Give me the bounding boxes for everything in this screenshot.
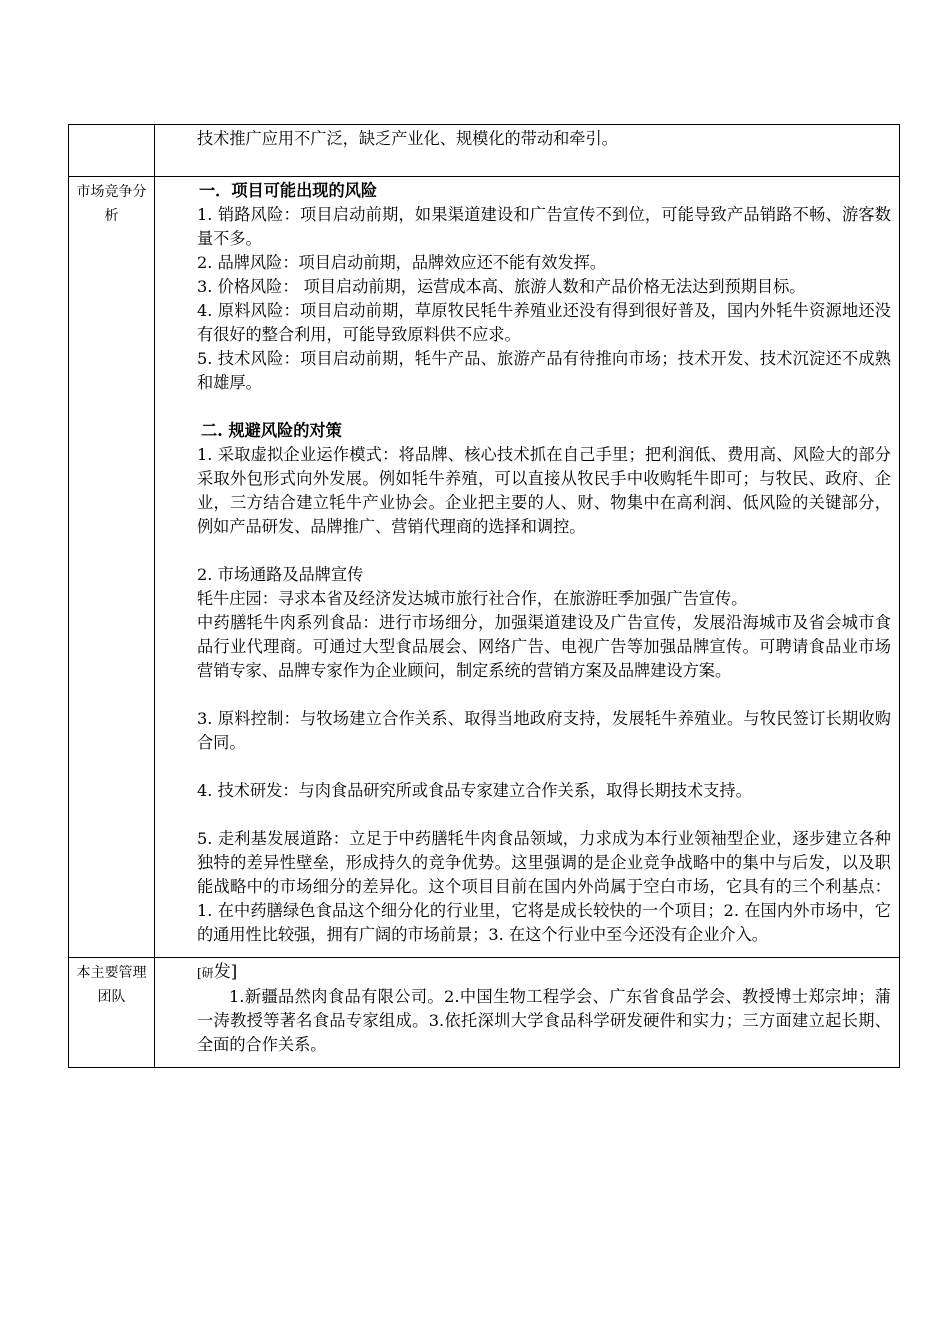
risk-item-1: 1. 销路风险：项目启动前期，如果渠道建设和广告宣传不到位，可能导致产品销路不畅、游客数量不多。 <box>197 205 891 248</box>
risk-item-2: 2. 品牌风险：项目启动前期，品牌效应还不能有效发挥。 <box>197 253 607 272</box>
row-content-continuation <box>155 125 900 177</box>
rd-tag-big: 发] <box>213 962 238 982</box>
blank-line <box>197 803 891 827</box>
countermeasure-item-4: 4. 技术研发：与肉食品研究所或食品专家建立合作关系，取得长期技术支持。 <box>197 781 752 800</box>
countermeasure-item-2-b: 中药膳牦牛肉系列食品：进行市场细分，加强渠道建设及广告宣传，发展沿海城市及省会城市食品行业代理商。可通过大型食品展会、网络广告、电视广告等加强品牌宣传。可聘请食品业市场营销专家、品牌专家作为企业顾问，制定系统的营销方案及品牌建设方案。 <box>197 613 891 680</box>
document-table <box>68 124 900 1068</box>
blank-line <box>197 395 891 419</box>
rd-tag <box>197 960 891 985</box>
blank-line <box>197 755 891 779</box>
countermeasure-item-2-title: 2. 市场通路及品牌宣传 <box>197 565 364 584</box>
countermeasure-item-5: 5. 走利基发展道路：立足于中药膳牦牛肉食品领域，力求成为本行业领袖型企业，逐步建立各种独特的差异性壁垒，形成持久的竞争优势。这里强调的是企业竞争战略中的集中与后发，以及职能战略中的市场细分的差异化。这个项目目前在国内外尚属于空白市场，它具有的三个利基点：1. 在中药膳绿色食品这个细分化的行业里，它将是成长较快的一个项目；2. 在国内外市场中，它的通用性比较强，拥有广阔的市场前景；3. 在这个行业中至今还没有企业介入。 <box>197 829 891 944</box>
risk-item-5: 5. 技术风险：项目启动前期，牦牛产品、旅游产品有待推向市场；技术开发、技术沉淀还不成熟和雄厚。 <box>197 349 891 392</box>
section-heading-countermeasures: 二. 规避风险的对策 <box>201 421 342 440</box>
countermeasure-item-1: 1. 采取虚拟企业运作模式：将品牌、核心技术抓在自己手里；把利润低、费用高、风险大的部分采取外包形式向外发展。例如牦牛养殖，可以直接从牧民手中收购牦牛即可；与牧民、政府、企业，三方结合建立牦牛产业协会。企业把主要的人、财、物集中在高利润、低风险的关键部分，例如产品研发、品牌推广、营销代理商的选择和调控。 <box>197 445 891 536</box>
countermeasure-item-3: 3. 原料控制：与牧场建立合作关系、取得当地政府支持，发展牦牛养殖业。与牧民签订长期收购合同。 <box>197 709 891 752</box>
continuation-text: 技术推广应用不广泛，缺乏产业化、规模化的带动和牵引。 <box>197 129 618 148</box>
blank-line <box>197 683 891 707</box>
countermeasure-item-2-a: 牦牛庄园：寻求本省及经济发达城市旅行社合作，在旅游旺季加强广告宣传。 <box>197 589 748 608</box>
row-label-empty <box>69 125 155 177</box>
risk-item-3: 3. 价格风险： 项目启动前期，运营成本高、旅游人数和产品价格无法达到预期目标。 <box>197 277 806 296</box>
table-row-management-team <box>69 958 900 1068</box>
row-content-market-competition <box>155 177 900 958</box>
blank-line <box>197 539 891 563</box>
row-label-management-team: 本主要管理团队 <box>69 958 155 1068</box>
row-content-management-team <box>155 958 900 1068</box>
risk-item-4: 4. 原料风险：项目启动前期，草原牧民牦牛养殖业还没有得到很好普及，国内外牦牛资源地还没有很好的整合利用，可能导致原料供不应求。 <box>197 301 891 344</box>
rd-tag-small: [研 <box>197 966 214 980</box>
table-row-continuation <box>69 125 900 177</box>
section-heading-risks: 一．项目可能出现的风险 <box>199 181 378 200</box>
team-description: 1.新疆品然肉食品有限公司。2.中国生物工程学会、广东省食品学会、教授博士郑宗坤；蒲一涛教授等著名食品专家组成。3.依托深圳大学食品科学研发硬件和实力；三方面建立起长期、全面的合作关系。 <box>197 987 891 1054</box>
row-label-market-competition: 市场竞争分析 <box>69 177 155 958</box>
table-row-market-competition <box>69 177 900 958</box>
